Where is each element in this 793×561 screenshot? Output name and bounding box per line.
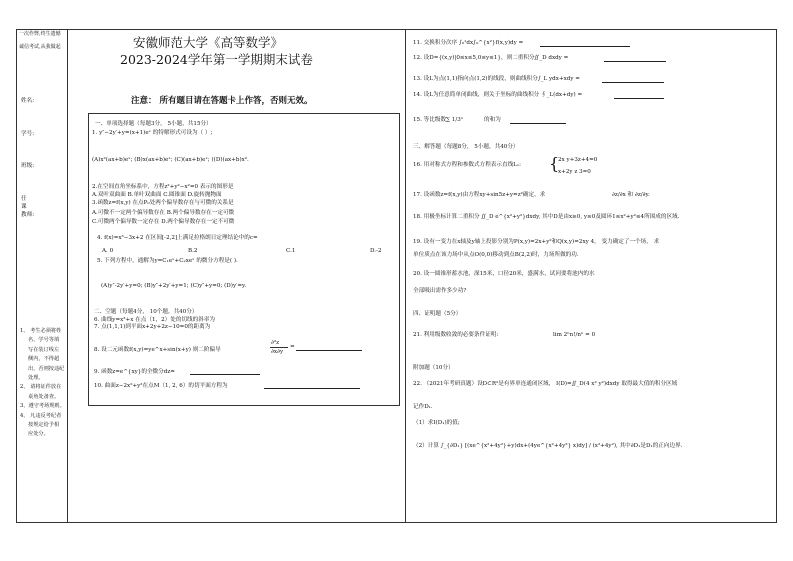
question-8-fraction-top: ∂²z	[271, 340, 280, 346]
outer-bottom-border	[16, 522, 777, 523]
outer-top-border	[16, 29, 777, 30]
question-19: 19. 设有一变力在x轴及y轴上投影分别为P(x,y)=2x+y²和Q(x,y)=2xy 4， 变力确定了一个场， 求	[413, 239, 660, 245]
teacher-label-2: 课	[21, 204, 27, 210]
note-line: 应处分。	[28, 431, 49, 438]
extra-section-title: 附加题（10分）	[413, 365, 454, 371]
section-3-title: 三、解答题（每题8分， 5小题，共40分）	[413, 144, 519, 150]
question-8: 8. 设二元函数f(x,y)=ye^x+sin(x+y) 则二阶偏导	[94, 347, 221, 353]
question-20-continued: 全部吸出需作多少功?	[413, 288, 467, 294]
question-11-answer-line	[540, 40, 630, 47]
question-15-answer-line	[510, 117, 566, 124]
question-3-options-cd: C.可微两个偏导数一定存在 D.两个偏导数存在一定不可微	[92, 219, 235, 225]
question-3-options-ab: A.可微不一定两个偏导数存在 B.两个偏导数存在一定可微	[92, 210, 235, 216]
note-line: 处理。	[28, 375, 44, 382]
pledge-line-1: 一次作弊,终生遗憾	[19, 31, 61, 37]
question-8-answer-line	[296, 344, 362, 351]
note-line: 3、遵守考场规则。	[20, 403, 65, 410]
question-8-equals: =	[290, 344, 295, 350]
question-3: 3.函数z=f(x,y) 在点P₀处两个偏导数存在与可微的关系是	[92, 200, 234, 206]
note-line: 侧内，不得超	[28, 356, 60, 363]
question-16-equation-1: 2x y+3z+4=0	[558, 157, 598, 163]
note-line: 名、学号等填	[28, 337, 60, 344]
question-7: 7. 点(1,1,1)到平面x+2y+2z−10=0的距离为	[94, 324, 211, 330]
exam-notes	[20, 327, 66, 440]
question-22-part-2: （2）计算 ∫_{∂D₁} [(xe^{x²+4y²}+y)dx+(4ye^{x²+4y²} x)dy] / (x²+4y²), 其中∂D₁是D₁的正向边界.	[413, 443, 683, 449]
center-divider	[405, 29, 406, 523]
note-line: 写在装订线左	[28, 346, 60, 353]
question-22-continued: 记作D₁.	[413, 404, 433, 410]
note-line: 出，否则按违纪	[28, 365, 65, 372]
question-18: 18. 用极坐标计算二重积分 ∬_D e^{x²+y²}dxdy, 其中D是由x≥0, y≥0及圆环1≤x²+y²≤4所围成的区域.	[413, 214, 680, 220]
question-13: 13. 设L为点(1,1)指向点(1,2)的线段，则曲线积分∫_L ydx+xdy =	[413, 76, 580, 82]
question-4-option-c: C.1	[286, 248, 296, 254]
outer-left-border	[16, 29, 17, 523]
question-17: 17. 设函数z=f(x,y)由方程xy+sin5z+y=z²确定，求	[413, 192, 546, 198]
question-10: 10. 曲面z−2x²+y²在点M（1, 2, 6）的切平面方程为	[94, 383, 228, 389]
section-1-title: 一、单项选择题（每题3分， 5小题，共15分）	[95, 121, 212, 127]
question-15-suffix: 的和为	[484, 117, 501, 123]
question-22: 22. （2021年考研真题）设D⊂R²是有界单连通闭区域， I(D)=∬_D(4 x² y²)dxdy 取得最大值的积分区域	[413, 381, 678, 387]
class-label: 班级:	[21, 163, 35, 169]
question-9-answer-line	[190, 368, 260, 375]
note-line: 桌角处备查。	[28, 393, 60, 400]
note-line: 1、 考生必须将姓	[20, 328, 62, 334]
question-20: 20. 设一圆锥形蓄水池，深15米，口径20米，盛满水，试问要将池内的水	[413, 271, 595, 277]
section-2-title: 二、空题（每题4分， 10个题，共40分）	[94, 309, 198, 315]
note-line: 按规定给予相	[28, 422, 60, 429]
question-10-answer-line	[264, 382, 360, 389]
question-16-brace: {	[549, 154, 560, 173]
question-16-equation-2: x+2y z 3=0	[558, 169, 591, 175]
answer-card-notice: 注意： 所有题目请在答题卡上作答，否则无效。	[131, 96, 313, 106]
question-8-fraction-bottom: ∂x∂y	[271, 349, 284, 355]
question-22-part-1: （1）求I(D₁)的值;	[413, 420, 460, 426]
question-2: 2.在空间直角坐标系中，方程z²+y²−x²=0 表示的图形是	[92, 184, 234, 190]
pledge-line-2: 诚信考试,从我做起	[19, 44, 61, 50]
question-4: 4. f(x)=x³−3x+2 在区间[-2,2]上满足拉格朗日定理结论中的c=	[97, 235, 258, 241]
question-13-answer-line	[602, 76, 664, 83]
question-21: 21. 利用级数收敛的必要条件证明:	[413, 332, 499, 338]
question-4-option-a: A. 0	[102, 248, 114, 254]
teacher-label-1: 任	[21, 196, 27, 202]
outer-right-border	[776, 29, 777, 523]
question-5: 5. 下列方程中，通解为y=C₁eˣ+C₂xeˣ 的微分方程是( ).	[97, 258, 238, 264]
student-id-label: 学号:	[21, 131, 35, 137]
section-4-title: 四、证明题（5分）	[413, 311, 462, 317]
question-14: 14. 设L为任意简单闭曲线，则关于坐标的曲线积分 ∮_L(dx+dy) =	[413, 92, 583, 98]
question-5-options: (A)y″-2y′+y=0; (B)y″+2y′+y=1; (C)y″+y=0; (D)y′=y.	[101, 283, 247, 289]
teacher-label-3: 教师:	[21, 212, 35, 218]
school-course-title: 安徽师范大学《高等数学》	[133, 35, 284, 50]
question-15-series: ∑ 1/3ⁿ	[446, 117, 464, 123]
question-17-tail: ∂z/∂x 和 ∂z/∂y.	[612, 192, 650, 198]
question-4-option-b: B.2	[188, 248, 198, 254]
question-11: 11. 交换积分次序 ∫₀¹dx∫₀^{x²}f(x,y)dy =	[413, 40, 524, 46]
question-12-answer-line	[604, 55, 666, 62]
question-14-answer-line	[614, 92, 664, 99]
question-15-prefix: 15. 等比级数	[413, 117, 447, 123]
binding-line	[67, 29, 68, 523]
question-16: 16. 用对称式方程和参数式方程表示直线L₁:	[413, 162, 522, 168]
question-4-option-d: D.-2	[370, 248, 382, 254]
question-2-options: A.双叶双曲面 B.单叶双曲面 C.圆锥面 D.旋转抛物面	[92, 192, 222, 198]
question-21-limit: lim 2ⁿn!/nⁿ = 0	[553, 332, 596, 338]
term-exam-title: 2023-2024学年第一学期期末试卷	[120, 52, 313, 67]
question-1-options: (A)x²(ax+b)eˣ; (B)x(ax+b)eˣ; (C)(ax+b)eˣ; ((D)(ax+b)x².	[92, 157, 249, 163]
question-8-fraction-bar	[270, 347, 288, 348]
question-12: 12. 设D={(x,y)|0≤x≤5,0≤y≤1}，则二重积分∬_D dxdy =	[413, 55, 569, 61]
question-19-continued: 单位质点在该力场中从点O(0,0)移动到点B(2,2)时，力场所做的功.	[413, 252, 579, 258]
question-1: 1. y″−2y′+y=(x+1)eˣ 的特解形式可设为（ ）;	[92, 130, 213, 136]
question-9: 9. 函数z=e^{xy}的全微分dz=	[94, 369, 175, 375]
note-line: 2、 请将证件放在	[20, 384, 62, 391]
name-label: 姓名:	[21, 98, 35, 104]
question-6: 6. 曲线y=x³+x 在点（1，2）处的切线的斜率为	[94, 317, 216, 323]
note-line: 4、 凡违反考纪者	[20, 412, 62, 419]
